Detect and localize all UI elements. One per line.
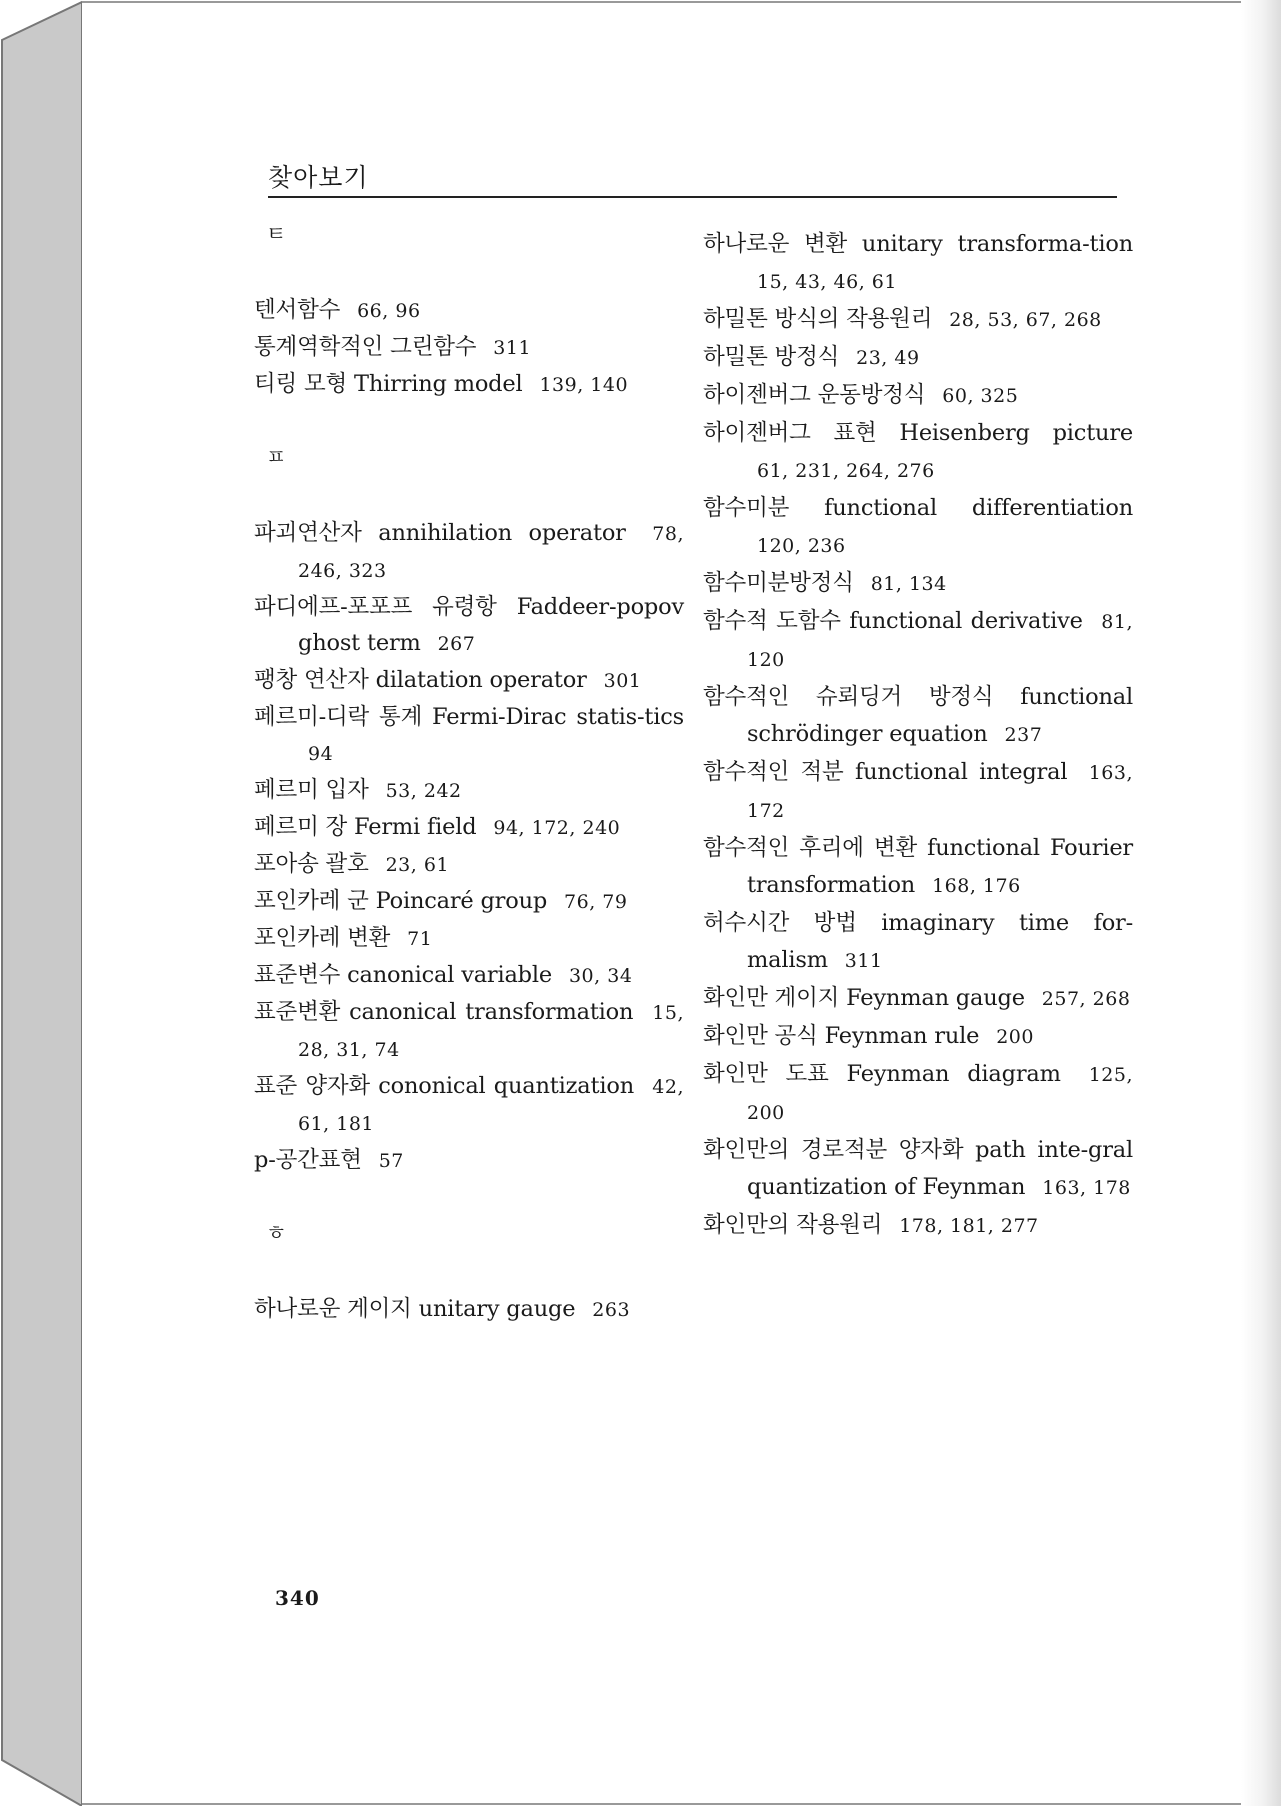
index-term: 함수미분방정식 — [703, 570, 854, 596]
index-entry — [254, 957, 684, 994]
index-entry — [703, 830, 1133, 905]
index-entry — [703, 490, 1133, 565]
index-term: 하이젠버그 운동방정식 — [703, 382, 926, 408]
index-term: p-공간표현 — [254, 1147, 362, 1173]
index-term: 하밀톤 방정식 — [703, 344, 840, 370]
index-term: 허수시간 방법 imaginary time for-malism — [703, 910, 1133, 973]
index-pages: 30, 34 — [568, 965, 633, 987]
index-entry — [703, 905, 1133, 980]
section-heading: ㅌ — [266, 222, 287, 246]
index-pages: 94, 172, 240 — [493, 817, 621, 839]
index-term: 하이젠버그 표현 Heisenberg picture — [703, 420, 1133, 446]
section-gap — [254, 1179, 684, 1219]
index-term: 통계역학적인 그린함수 — [254, 334, 477, 360]
index-entry — [703, 415, 1133, 490]
index-pages: 71 — [407, 928, 433, 950]
index-term: 포아송 괄호 — [254, 851, 369, 877]
index-entry — [254, 1142, 684, 1179]
index-term: 함수적인 슈뢰딩거 방정식 functional schrödinger equation — [703, 684, 1133, 747]
index-term: 함수적인 후리에 변환 functional Fourier transformation — [703, 835, 1133, 898]
index-entry — [703, 1132, 1133, 1207]
index-pages: 311 — [844, 950, 883, 972]
page-number: 340 — [275, 1586, 320, 1610]
index-term: 페르미-디락 통계 Fermi-Dirac statis-tics — [254, 704, 684, 730]
index-entry — [254, 329, 684, 366]
index-pages: 263 — [592, 1299, 631, 1321]
index-pages: 15, 28, 31, 74 — [298, 1002, 684, 1061]
index-term: 하나로운 변환 unitary transforma-tion — [703, 231, 1133, 257]
index-term: 화인만의 경로적분 양자화 path inte-gral quantization of Feynman — [703, 1137, 1133, 1200]
index-entry — [254, 1291, 684, 1328]
index-pages: 94 — [308, 743, 334, 765]
index-term: 파괴연산자 annihilation operator — [254, 520, 626, 546]
section-heading: ㅎ — [266, 1221, 287, 1245]
index-pages: 28, 53, 67, 268 — [949, 309, 1102, 331]
index-entry — [254, 589, 684, 662]
index-term: 하나로운 게이지 unitary gauge — [254, 1296, 576, 1322]
index-entry — [703, 679, 1133, 754]
index-entry — [703, 603, 1133, 679]
index-pages: 139, 140 — [539, 374, 629, 396]
index-entry — [254, 883, 684, 920]
index-entry — [703, 1207, 1133, 1245]
index-entry — [703, 1056, 1133, 1132]
index-term: 페르미 장 Fermi field — [254, 814, 477, 840]
index-pages: 53, 242 — [385, 780, 462, 802]
index-entry — [703, 754, 1133, 830]
page-title: 찾아보기 — [268, 163, 369, 192]
index-term: 텐서함수 — [254, 297, 341, 323]
page-edge-shadow — [1241, 0, 1281, 1806]
index-term: 함수미분 functional differentiation — [703, 495, 1133, 521]
index-pages: 200 — [996, 1026, 1034, 1048]
index-term: 페르미 입자 — [254, 777, 369, 803]
index-term: 표준변수 canonical variable — [254, 962, 553, 988]
index-term: 포인카레 변환 — [254, 925, 391, 951]
index-entry — [254, 662, 684, 699]
index-entry — [703, 226, 1133, 301]
index-pages: 61, 231, 264, 276 — [757, 460, 935, 482]
index-term: 표준변환 canonical transformation — [254, 999, 634, 1025]
index-entry — [703, 301, 1133, 339]
index-entry — [254, 809, 684, 846]
index-entry — [703, 339, 1133, 377]
index-pages: 178, 181, 277 — [899, 1215, 1039, 1237]
index-pages: 76, 79 — [564, 891, 628, 913]
index-pages: 301 — [603, 670, 642, 692]
index-term: 화인만 공식 Feynman rule — [703, 1023, 980, 1049]
index-entry — [703, 980, 1133, 1018]
index-pages: 66, 96 — [357, 300, 421, 322]
index-entry — [703, 1018, 1133, 1056]
index-pages: 23, 61 — [385, 854, 450, 876]
index-pages: 78, 246, 323 — [298, 523, 685, 582]
index-term: 포인카레 군 Poincaré group — [254, 888, 548, 914]
index-entry — [254, 920, 684, 957]
index-column-left — [254, 220, 684, 1328]
index-pages: 23, 49 — [856, 347, 920, 369]
index-term: 하밀톤 방식의 작용원리 — [703, 306, 933, 332]
index-entry — [703, 565, 1133, 603]
index-pages: 267 — [437, 633, 476, 655]
index-pages: 81, 120 — [747, 611, 1133, 671]
index-term: 함수적 도함수 functional derivative — [703, 608, 1083, 634]
index-entry — [254, 699, 684, 772]
index-pages: 163, 178 — [1042, 1177, 1131, 1199]
index-pages: 42, 61, 181 — [298, 1076, 685, 1135]
index-term: 티링 모형 Thirring model — [254, 371, 523, 397]
index-pages: 57 — [378, 1150, 404, 1172]
index-term: 화인만의 작용원리 — [703, 1212, 883, 1238]
index-pages: 168, 176 — [932, 875, 1021, 897]
index-entry — [254, 772, 684, 809]
header-rule — [268, 196, 1117, 198]
index-entry — [703, 377, 1133, 415]
index-entry — [254, 515, 684, 589]
index-pages: 120, 236 — [757, 535, 846, 557]
index-pages: 163, 172 — [747, 762, 1134, 822]
index-pages: 15, 43, 46, 61 — [757, 271, 897, 293]
index-pages: 257, 268 — [1041, 988, 1131, 1010]
index-pages: 60, 325 — [942, 385, 1019, 407]
index-entry — [254, 366, 684, 403]
section-heading: ㅍ — [266, 445, 287, 469]
index-term: 표준 양자화 cononical quantization — [254, 1073, 634, 1099]
index-column-right — [703, 226, 1133, 1245]
index-pages: 311 — [493, 337, 532, 359]
index-entry — [254, 846, 684, 883]
index-entry — [254, 994, 684, 1068]
index-pages: 125, 200 — [747, 1064, 1133, 1124]
index-term: 화인만 도표 Feynman diagram — [703, 1061, 1061, 1087]
index-term: 파디에프-포포프 유령항 Faddeer-popov ghost term — [254, 594, 684, 656]
index-term: 팽창 연산자 dilatation operator — [254, 667, 587, 693]
index-term: 함수적인 적분 functional integral — [703, 759, 1068, 785]
index-entry — [254, 1068, 684, 1142]
index-term: 화인만 게이지 Feynman gauge — [703, 985, 1025, 1011]
index-entry — [254, 292, 684, 329]
index-pages: 81, 134 — [870, 573, 947, 595]
index-pages: 237 — [1004, 724, 1043, 746]
section-gap — [254, 403, 684, 443]
